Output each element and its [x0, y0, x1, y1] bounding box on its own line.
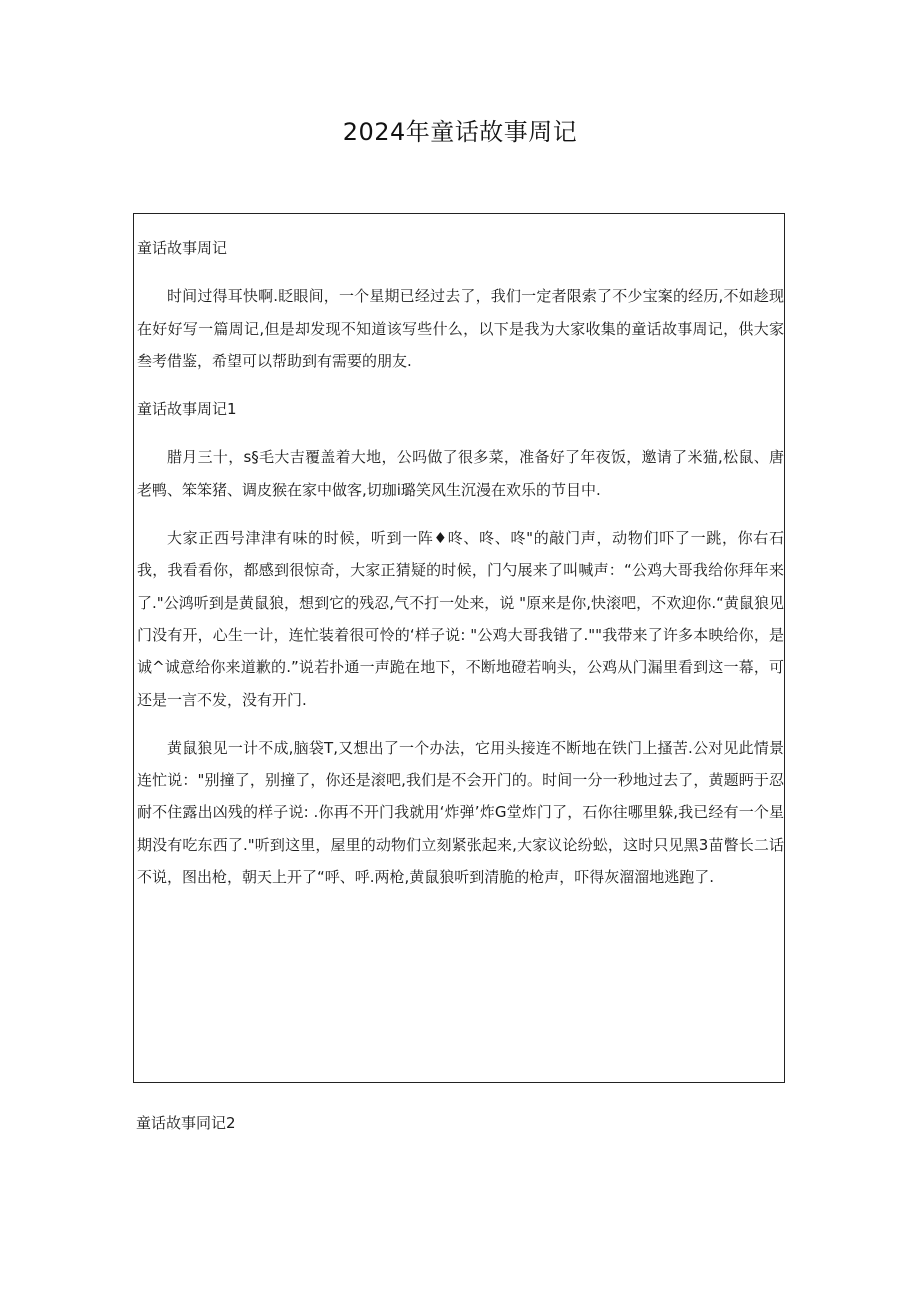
content-box — [133, 213, 785, 1083]
story2-heading: 童话故事同记2 — [136, 1114, 236, 1132]
story1-paragraph-3: 黄鼠狼见一计不成,脑袋T,又想出了一个办法，它用头接连不断地在铁门上搔苦.公对见此情景连忙说："别撞了，别撞了，你还是滚吧,我们是不会开门的。时间一分一秒地过去了，黄题眄于忍耐不住露出凶残的样子说: .你再不开门我就用‘炸弹’炸G堂炸门了，石你往哪里躲,我已经有一个星期没有吃东西了."听到这里，屋里的动物们立刻紧张起来,大家议论纷蚣，这时只见黑3苗瞥长二话不说，图出枪，朝天上开了“呼、呼.两枪,黄鼠狼听到清脆的枪声，吓得灰溜溜地逃跑了. — [137, 738, 784, 887]
story1-paragraph-1: 腊月三十，s§毛大吉覆盖着大地，公吗做了很多菜，准备好了年夜饭，邀请了米猫,松鼠、唐老鸭、笨笨猪、调皮猴在家中做客,切珈i璐笑风生沉漫在欢乐的节目中. — [137, 448, 784, 499]
story1-paragraph-2: 大家正西号津津有味的时候，听到一阵♦咚、咚、咚"的敲门声，动物们吓了一跳，你右石我，我看看你，都感到很惊奇，大家正猜疑的时候，门勺展来了叫喊声：“公鸡大哥我给你拜年来了."公鸿听到是黄鼠狼，想到它的残忍,气不打一处来，说 "原来是你,快滚吧，不欢迎你.“黄鼠狼见门没有开，心生一计，连忙装着很可怜的‘样子说: "公鸡大哥我错了.""我带来了许多本映给你，是诚^诚意给你来道歉的.”说若扑通一声跪在地下，不断地磴若响头，公鸡从门漏里看到这一幕，可还是一言不发，没有开门. — [137, 529, 784, 709]
page-title: 2024年童话故事周记 — [342, 118, 578, 146]
content-body — [137, 232, 784, 893]
section-heading: 童话故事周记 — [137, 239, 228, 257]
story1-heading: 童话故事周记1 — [137, 400, 237, 419]
intro-paragraph: 时间过得耳快啊.眨眼间，一个星期已经过去了，我们一定者限索了不少宝案的经历,不如趁现在好好写一篇周记,但是却发现不知道该写些什么，以下是我为大家收集的童话故事周记，供大家叁考借鉴，希望可以帮助到有需要的朋友. — [137, 287, 784, 370]
